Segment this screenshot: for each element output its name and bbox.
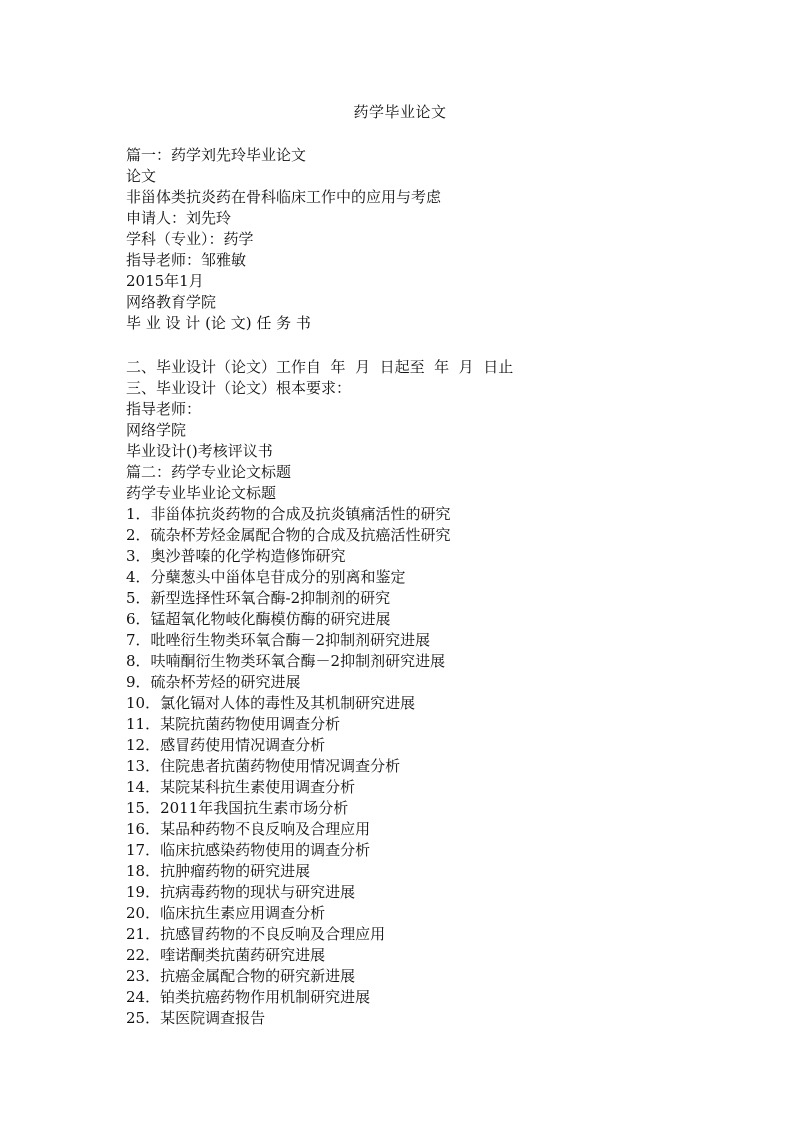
date-line: 2015年1月 [126,272,204,290]
applicant-line: 申请人：刘先玲 [126,209,232,227]
title-list-item: 4．分蘖葱头中甾体皂苷成分的别离和鉴定 [126,568,406,586]
title-list-item: 13．住院患者抗菌药物使用情况调查分析 [126,757,401,775]
title-list-item: 6．锰超氧化物岐化酶模仿酶的研究进展 [126,610,391,628]
title-list-item: 2．硫杂杯芳烃金属配合物的合成及抗癌活性研究 [126,526,451,544]
title-list-item: 17．临床抗感染药物使用的调查分析 [126,841,371,859]
title-list-item: 24．铂类抗癌药物作用机制研究进展 [126,988,371,1006]
title-list-item: 1．非甾体抗炎药物的合成及抗炎镇痛活性的研究 [126,505,451,523]
article-heading: 篇一：药学刘先玲毕业论文 [126,146,307,164]
paper-title: 非甾体类抗炎药在骨科临床工作中的应用与考虑 [126,188,442,206]
title-list-item: 19．抗病毒药物的现状与研究进展 [126,883,356,901]
title-list-item: 8．呋喃酮衍生物类环氧合酶－2抑制剂研究进展 [126,652,446,670]
work-period-line: 二、毕业设计（论文）工作自 年 月 日起至 年 月 日止 [126,358,514,376]
document-title: 药学毕业论文 [353,103,447,121]
title-list-item: 18．抗肿瘤药物的研究进展 [126,862,311,880]
school-line: 网络学院 [126,421,187,439]
paper-label: 论文 [126,167,157,185]
title-list-item: 5．新型选择性环氧合酶-2抑制剂的研究 [126,589,391,607]
blank-line [126,334,686,357]
title-list-item: 12．感冒药使用情况调查分析 [126,736,326,754]
title-list-item: 16．某品种药物不良反响及合理应用 [126,820,371,838]
title-list-item: 9．硫杂杯芳烃的研究进展 [126,673,301,691]
requirements-line: 三、毕业设计（论文）根本要求： [126,379,352,397]
task-book-heading: 毕 业 设 计 (论 文) 任 务 书 [126,314,311,332]
title-list-item: 23．抗癌金属配合物的研究新进展 [126,967,356,985]
titles-heading: 药学专业毕业论文标题 [126,484,277,502]
title-list-item: 11．某院抗菌药物使用调查分析 [126,715,341,733]
title-list-item: 14．某院某科抗生素使用调查分析 [126,778,356,796]
title-list-item: 3．奥沙普嗪的化学构造修饰研究 [126,547,346,565]
title-list-item: 22．喹诺酮类抗菌药研究进展 [126,946,326,964]
advisor-line: 指导老师：邹雅敏 [126,251,247,269]
title-list-item: 21．抗感冒药物的不良反响及合理应用 [126,925,386,943]
advisor-label: 指导老师： [126,400,202,418]
title-list-item: 15．2011年我国抗生素市场分析 [126,799,349,817]
title-list-item: 7．吡唑衍生物类环氧合酶－2抑制剂研究进展 [126,631,431,649]
article-two-heading: 篇二：药学专业论文标题 [126,463,292,481]
title-list-item: 20．临床抗生素应用调查分析 [126,904,326,922]
evaluation-heading: 毕业设计()考核评议书 [126,442,273,460]
section-one [126,145,686,1029]
college-line: 网络教育学院 [126,293,217,311]
major-line: 学科（专业）：药学 [126,230,254,248]
title-list-item: 10．氯化镉对人体的毒性及其机制研究进展 [126,694,416,712]
title-list-item: 25．某医院调查报告 [126,1009,266,1027]
